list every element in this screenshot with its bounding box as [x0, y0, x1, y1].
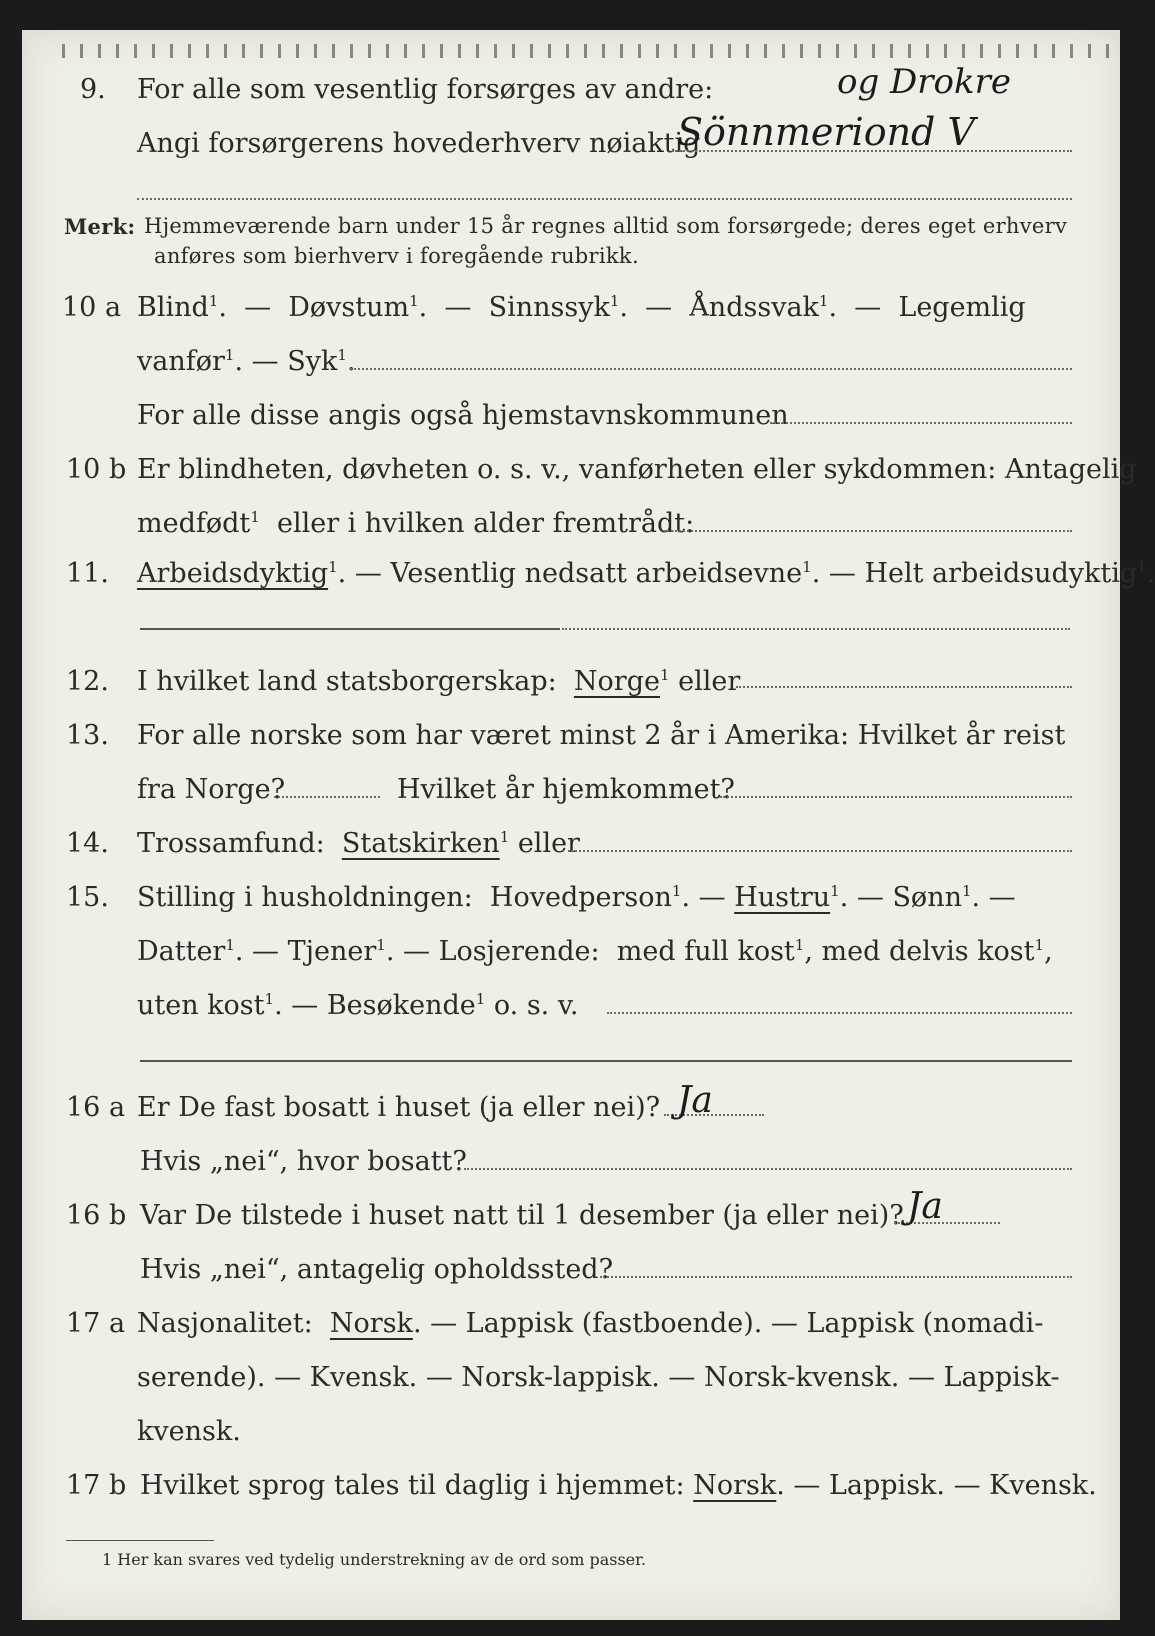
opt-losjerende: Losjerende:: [438, 936, 600, 967]
q10b-line2: medfødt$^1$ eller i hvilken alder fremtrådt:: [137, 508, 695, 539]
q10b-number: 10 b: [66, 454, 127, 485]
opt-medfodt: medfødt: [137, 508, 251, 539]
q12-fill: [736, 686, 1072, 688]
q15-line3: uten kost$^1$. — Besøkende$^1$ o. s. v.: [137, 990, 579, 1021]
q17b-question: Hvilket sprog tales til daglig i hjemmet:: [140, 1470, 685, 1501]
footnote-rule: [66, 1540, 214, 1541]
opt-sonn: Sønn: [892, 882, 962, 913]
q10b-alder: eller i hvilken alder fremtrådt:: [276, 508, 695, 539]
q12-question: I hvilket land statsborgerskap:: [137, 666, 557, 697]
q10a-line1: Blind$^1$. — Døvstum$^1$. — Sinnssyk$^1$. — Åndssvak$^1$. — Legemlig: [137, 292, 1026, 323]
q14-line: Trossamfund: Statskirken$^1$ eller: [137, 828, 580, 859]
opt-nedsatt: Vesentlig nedsatt arbeidsevne: [390, 558, 803, 589]
q15-line2: Datter$^1$. — Tjener$^1$. — Losjerende: med full kost$^1$, med delvis kost$^1$,: [137, 936, 1053, 967]
opt-vanfor: vanfør: [137, 346, 225, 377]
q9-extra-line: [137, 198, 1072, 200]
q11-answer-line-solid: [140, 628, 560, 630]
scan-edge-marks: [62, 44, 1122, 58]
q15-number: 15.: [66, 882, 109, 913]
q13-line2a: fra Norge?: [137, 774, 286, 805]
q13-line2b: Hvilket år hjemkommet?: [397, 774, 735, 805]
q9-number: 9.: [80, 74, 106, 105]
merk-label: Merk:: [64, 214, 136, 239]
q17b-options: . — Lappisk. — Kvensk.: [776, 1470, 1097, 1501]
q9-line1: For alle som vesentlig forsørges av andre:: [137, 74, 714, 105]
q10a-line2-fill: [350, 368, 1072, 370]
q17a-line2: serende). — Kvensk. — Norsk-lappisk. — Norsk-kvensk. — Lappisk-: [137, 1362, 1060, 1393]
q11-number: 11.: [66, 558, 109, 589]
q13-fill2: [720, 796, 1072, 798]
q10a-number: 10 a: [62, 292, 122, 323]
q16a-line1: Er De fast bosatt i huset (ja eller nei)?: [137, 1092, 661, 1123]
opt-tjener: Tjener: [287, 936, 377, 967]
opt-legemlig: Legemlig: [898, 292, 1026, 323]
q16a-fill2: [464, 1168, 1072, 1170]
opt-full-kost: med full kost: [616, 936, 795, 967]
q10a-line3: For alle disse angis også hjemstavnskommunen: [137, 400, 789, 431]
footnote: 1 Her kan svares ved tydelig understrekning av de ord som passer.: [102, 1550, 647, 1569]
q17a-number: 17 a: [66, 1308, 126, 1339]
opt-datter: Datter: [137, 936, 226, 967]
q12-number: 12.: [66, 666, 109, 697]
q13-line1: For alle norske som har været minst 2 år i Amerika: Hvilket år reist: [137, 720, 1066, 751]
opt-delvis-kost: med delvis kost: [821, 936, 1035, 967]
q17a-question: Nasjonalitet:: [137, 1308, 313, 1339]
q16b-line2: Hvis „nei“, antagelig opholdssted?: [140, 1254, 614, 1285]
opt-arbeidsdyktig: Arbeidsdyktig: [137, 558, 329, 589]
opt-uten-kost: uten kost: [137, 990, 265, 1021]
q17b-line: [140, 1472, 1097, 1499]
q14-question: Trossamfund:: [137, 828, 325, 859]
opt-syk: Syk: [287, 346, 338, 377]
q15-question: Stilling i husholdningen:: [137, 882, 473, 913]
q11-line: Arbeidsdyktig$^1$. — Vesentlig nedsatt arbeidsevne$^1$. — Helt arbeidsudyktig$^1$.: [137, 558, 1155, 589]
opt-sinnssyk: Sinnssyk: [488, 292, 610, 323]
q14-fill: [568, 850, 1072, 852]
q15-fill: [607, 1012, 1072, 1014]
opt-udyktig: Helt arbeidsudyktig: [864, 558, 1138, 589]
opt-hustru: Hustru: [734, 882, 831, 913]
opt-norge: Norge: [573, 666, 660, 697]
q9-line2: Angi forsørgerens hovederhverv nøiaktig: [137, 128, 701, 159]
opt-besokende: Besøkende: [326, 990, 476, 1021]
opt-andssvak: Åndssvak: [689, 292, 819, 323]
q16a-number: 16 a: [66, 1092, 126, 1123]
merk-line1: Hjemmeværende barn under 15 år regnes alltid som forsørgede; deres eget erhverv: [144, 214, 1068, 238]
opt-statskirken: Statskirken: [341, 828, 500, 859]
q17a-line3: kvensk.: [137, 1416, 241, 1447]
q9-handwritten-answer-2: Sönnmeriond V: [677, 110, 975, 154]
q13-number: 13.: [66, 720, 109, 751]
opt-norsk-sprog: Norsk: [693, 1470, 777, 1501]
q16b-number: 16 b: [66, 1200, 127, 1231]
q12-line: I hvilket land statsborgerskap: Norge$^1$ eller: [137, 666, 741, 697]
q17a-options: . — Lappisk (fastboende). — Lappisk (nomadi-: [412, 1308, 1044, 1339]
q16a-handwritten-answer: Ja: [677, 1080, 713, 1121]
opt-blind: Blind: [137, 292, 209, 323]
opt-norsk: Norsk: [329, 1308, 413, 1339]
q14-eller: eller: [517, 828, 580, 859]
q13-fill1: [274, 796, 380, 798]
q9-handwritten-answer-1: og Drokre: [837, 62, 1012, 102]
q10b-fill: [664, 530, 1072, 532]
q10a-line3-fill: [770, 422, 1072, 424]
q11-answer-line-dots: [562, 628, 1070, 630]
q10a-line2: vanfør$^1$. — Syk$^1$.: [137, 346, 356, 377]
q16b-line1: Var De tilstede i huset natt til 1 desember (ja eller nei)?: [140, 1200, 904, 1231]
merk-line2: anføres som bierhverv i foregående rubrikk.: [154, 244, 639, 268]
opt-hovedperson: Hovedperson: [489, 882, 672, 913]
q15-osv: o. s. v.: [493, 990, 579, 1021]
q14-number: 14.: [66, 828, 109, 859]
q15-line1: Stilling i husholdningen: Hovedperson$^1$. — Hustru$^1$. — Sønn$^1$. —: [137, 882, 1016, 913]
q17a-line1: [137, 1310, 1043, 1337]
q16b-fill2: [600, 1276, 1072, 1278]
q16a-line2: Hvis „nei“, hvor bosatt?: [140, 1146, 467, 1177]
opt-dovstum: Døvstum: [288, 292, 410, 323]
q15-answer-line: [140, 1060, 1072, 1062]
census-form-page: [22, 30, 1155, 1620]
q12-eller: eller: [678, 666, 741, 697]
q10b-line1: Er blindheten, døvheten o. s. v., vanførheten eller sykdommen: Antagelig: [137, 454, 1137, 485]
q16b-handwritten-answer: Ja: [907, 1186, 943, 1227]
q17b-number: 17 b: [66, 1470, 127, 1501]
